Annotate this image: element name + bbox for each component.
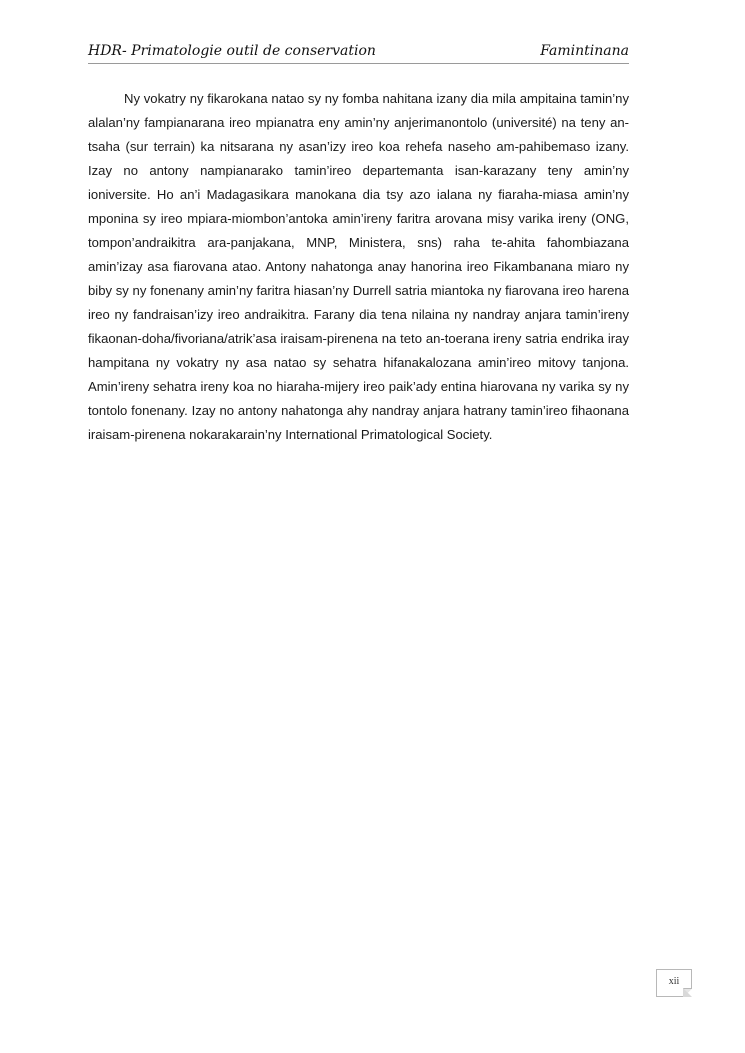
- page-curl-icon: [683, 988, 692, 997]
- page-number-box: [656, 969, 692, 997]
- running-header: [88, 41, 629, 64]
- page-number: xii: [668, 976, 680, 987]
- header-document-title: HDR- Primatologie outil de conservation: [88, 43, 376, 59]
- summary-paragraph: Ny vokatry ny fikarokana natao sy ny fomba nahitana izany dia mila ampitaina tamin’ny alalan’ny fampianarana ireo mpianatra eny amin’ny anjerimanontolo (université) na teny an-tsaha (sur terrain) ka nitsarana ny asan’izy ireo koa rehefa naseho am-pahibemaso izany. Izay no antony nampianarako tamin’ireo departemanta isan-karazany teny amin’ny ioniversite. Ho an’i Madagasikara manokana dia tsy azo ialana ny fiaraha-miasa amin’ny mponina sy ireo mpiara-miombon’antoka amin’ireny faritra arovana misy varika ireny (ONG, tompon’andraikitra ara-panjakana, MNP, Ministera, sns) raha te-ahita fahombiazana amin’izay asa fiarovana atao. Antony nahatonga anay hanorina ireo Fikambanana miaro ny biby sy ny fonenany amin’ny faritra hiasan’ny Durrell satria miantoka ny fiarovana ireo harena ireo ny fandraisan’izy ireo andraikitra. Farany dia tena nilaina ny nandray anjara tamin’ireny fikaonan-doha/fivoriana/atrik’asa iraisam-pirenena na teto an-toerana ireny satria endrika iray hampitana ny vokatry ny asa natao sy sehatra hifanakalozana amin’ireo mitovy tanjona. Amin’ireny sehatra ireny koa no hiaraha-mijery ireo paik’ady entina hiarovana ny varika sy ny tontolo fonenany. Izay no antony nahatonga ahy nandray anjara hatrany tamin’ireo fihaonana iraisam-pirenena nokarakarain’ny International Primatological Society.: [88, 91, 629, 442]
- header-section-title: Famintinana: [540, 43, 629, 59]
